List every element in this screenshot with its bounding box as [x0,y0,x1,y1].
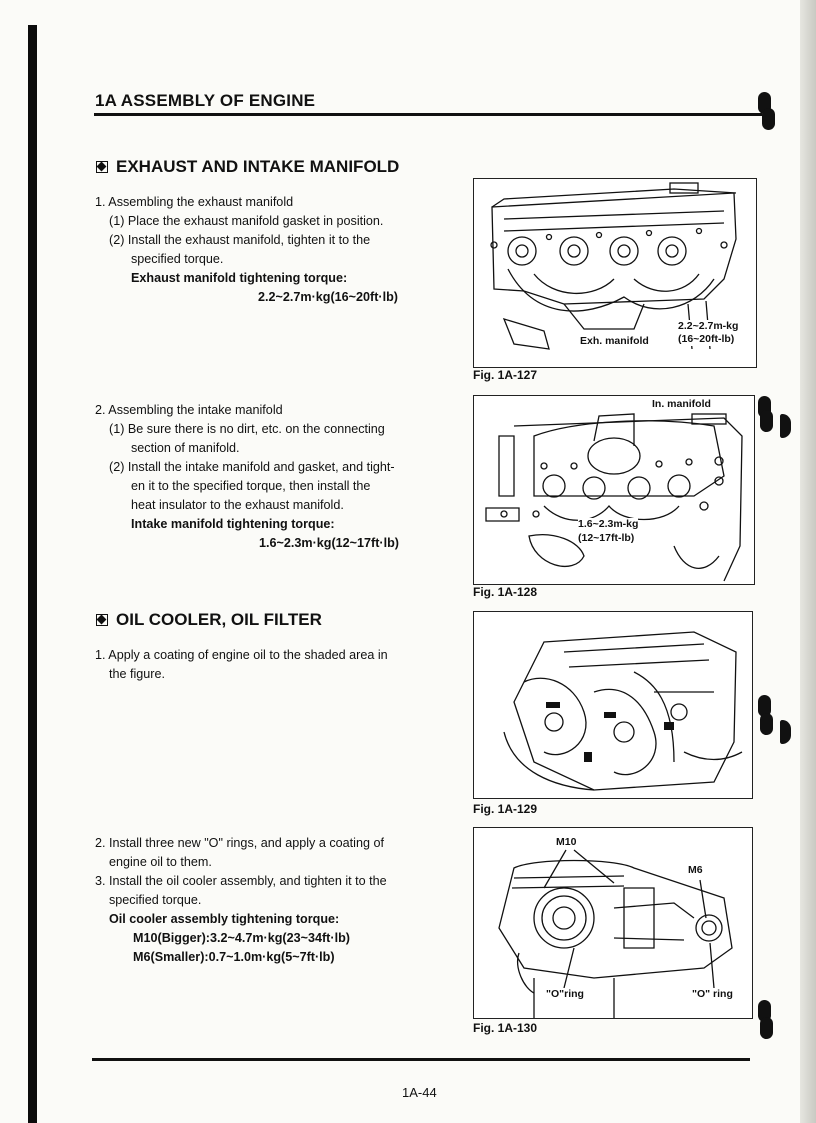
step-intake-2c: heat insulator to the exhaust manifold. [131,498,344,512]
step-exhaust-heading: 1. Assembling the exhaust manifold [95,195,294,209]
step-oil-1b: the figure. [109,667,166,681]
figure-label-o-ring-2: "O" ring [692,988,733,1000]
page-header: 1A ASSEMBLY OF ENGINE [95,91,316,110]
scan-edge-left [28,25,37,1123]
step-exhaust-2a: (2) Install the exhaust manifold, tighten it to the [109,233,371,247]
section-title-manifold: EXHAUST AND INTAKE MANIFOLD [96,157,399,177]
step-oil-3b: specified torque. [109,893,202,907]
intake-torque-value: 1.6~2.3m·kg(12~17ft·lb) [259,536,399,550]
step-oil-3a: 3. Install the oil cooler assembly, and tighten it to the [95,874,387,888]
binder-hole [762,108,775,130]
figure-caption-130: Fig. 1A-130 [473,1021,538,1035]
binder-hole [780,720,791,744]
binder-hole [760,713,773,735]
figure-oil-coating [473,611,753,799]
figure-label-o-ring-1: "O"ring [546,988,584,1000]
step-oil-2a: 2. Install three new "O" rings, and apply a coating of [95,836,384,850]
oil-torque-label: Oil cooler assembly tightening torque: [109,912,340,926]
figure-label-torque: 1.6~2.3m-kg [578,518,639,530]
section-bullet-icon [96,614,108,626]
figure-intake-manifold [473,395,755,585]
figure-caption-129: Fig. 1A-129 [473,802,538,816]
figure-label-m10: M10 [556,836,577,848]
step-intake-heading: 2. Assembling the intake manifold [95,403,283,417]
figure-label-torque-ft: (16~20ft-lb) [678,333,735,345]
step-intake-1b: section of manifold. [131,441,240,455]
section-bullet-icon [96,161,108,173]
figure-label-in-manifold: In. manifold [652,398,711,410]
section-title-oil: OIL COOLER, OIL FILTER [96,610,322,630]
figure-caption-128: Fig. 1A-128 [473,585,538,599]
binder-hole [760,1017,773,1039]
step-exhaust-2b: specified torque. [131,252,224,266]
exhaust-torque-value: 2.2~2.7m·kg(16~20ft·lb) [258,290,398,304]
footer-rule [92,1058,750,1061]
step-intake-2b: en it to the specified torque, then install the [131,479,371,493]
exhaust-torque-label: Exhaust manifold tightening torque: [131,271,348,285]
binder-hole [780,414,791,438]
step-intake-2a: (2) Install the intake manifold and gasket, and tight- [109,460,395,474]
figure-caption-127: Fig. 1A-127 [473,368,538,382]
engine-oil-drawing [474,612,752,798]
figure-label-m6: M6 [688,864,703,876]
figure-exhaust-manifold [473,178,757,368]
step-exhaust-1: (1) Place the exhaust manifold gasket in position. [109,214,384,228]
header-rule [94,113,762,116]
scan-edge-right [800,0,816,1123]
figure-label-torque: 2.2~2.7m-kg [678,320,739,332]
intake-manifold-drawing [474,396,754,584]
figure-label-exh-manifold: Exh. manifold [580,335,649,347]
step-oil-1a: 1. Apply a coating of engine oil to the shaded area in [95,648,388,662]
figure-oil-cooler [473,827,753,1019]
figure-label-torque-ft: (12~17ft-lb) [578,532,635,544]
binder-hole [760,410,773,432]
page-number: 1A-44 [402,1085,437,1100]
oil-torque-m6: M6(Smaller):0.7~1.0m·kg(5~7ft·lb) [133,950,335,964]
step-oil-2b: engine oil to them. [109,855,212,869]
step-intake-1a: (1) Be sure there is no dirt, etc. on the connecting [109,422,385,436]
oil-torque-m10: M10(Bigger):3.2~4.7m·kg(23~34ft·lb) [133,931,350,945]
intake-torque-label: Intake manifold tightening torque: [131,517,335,531]
